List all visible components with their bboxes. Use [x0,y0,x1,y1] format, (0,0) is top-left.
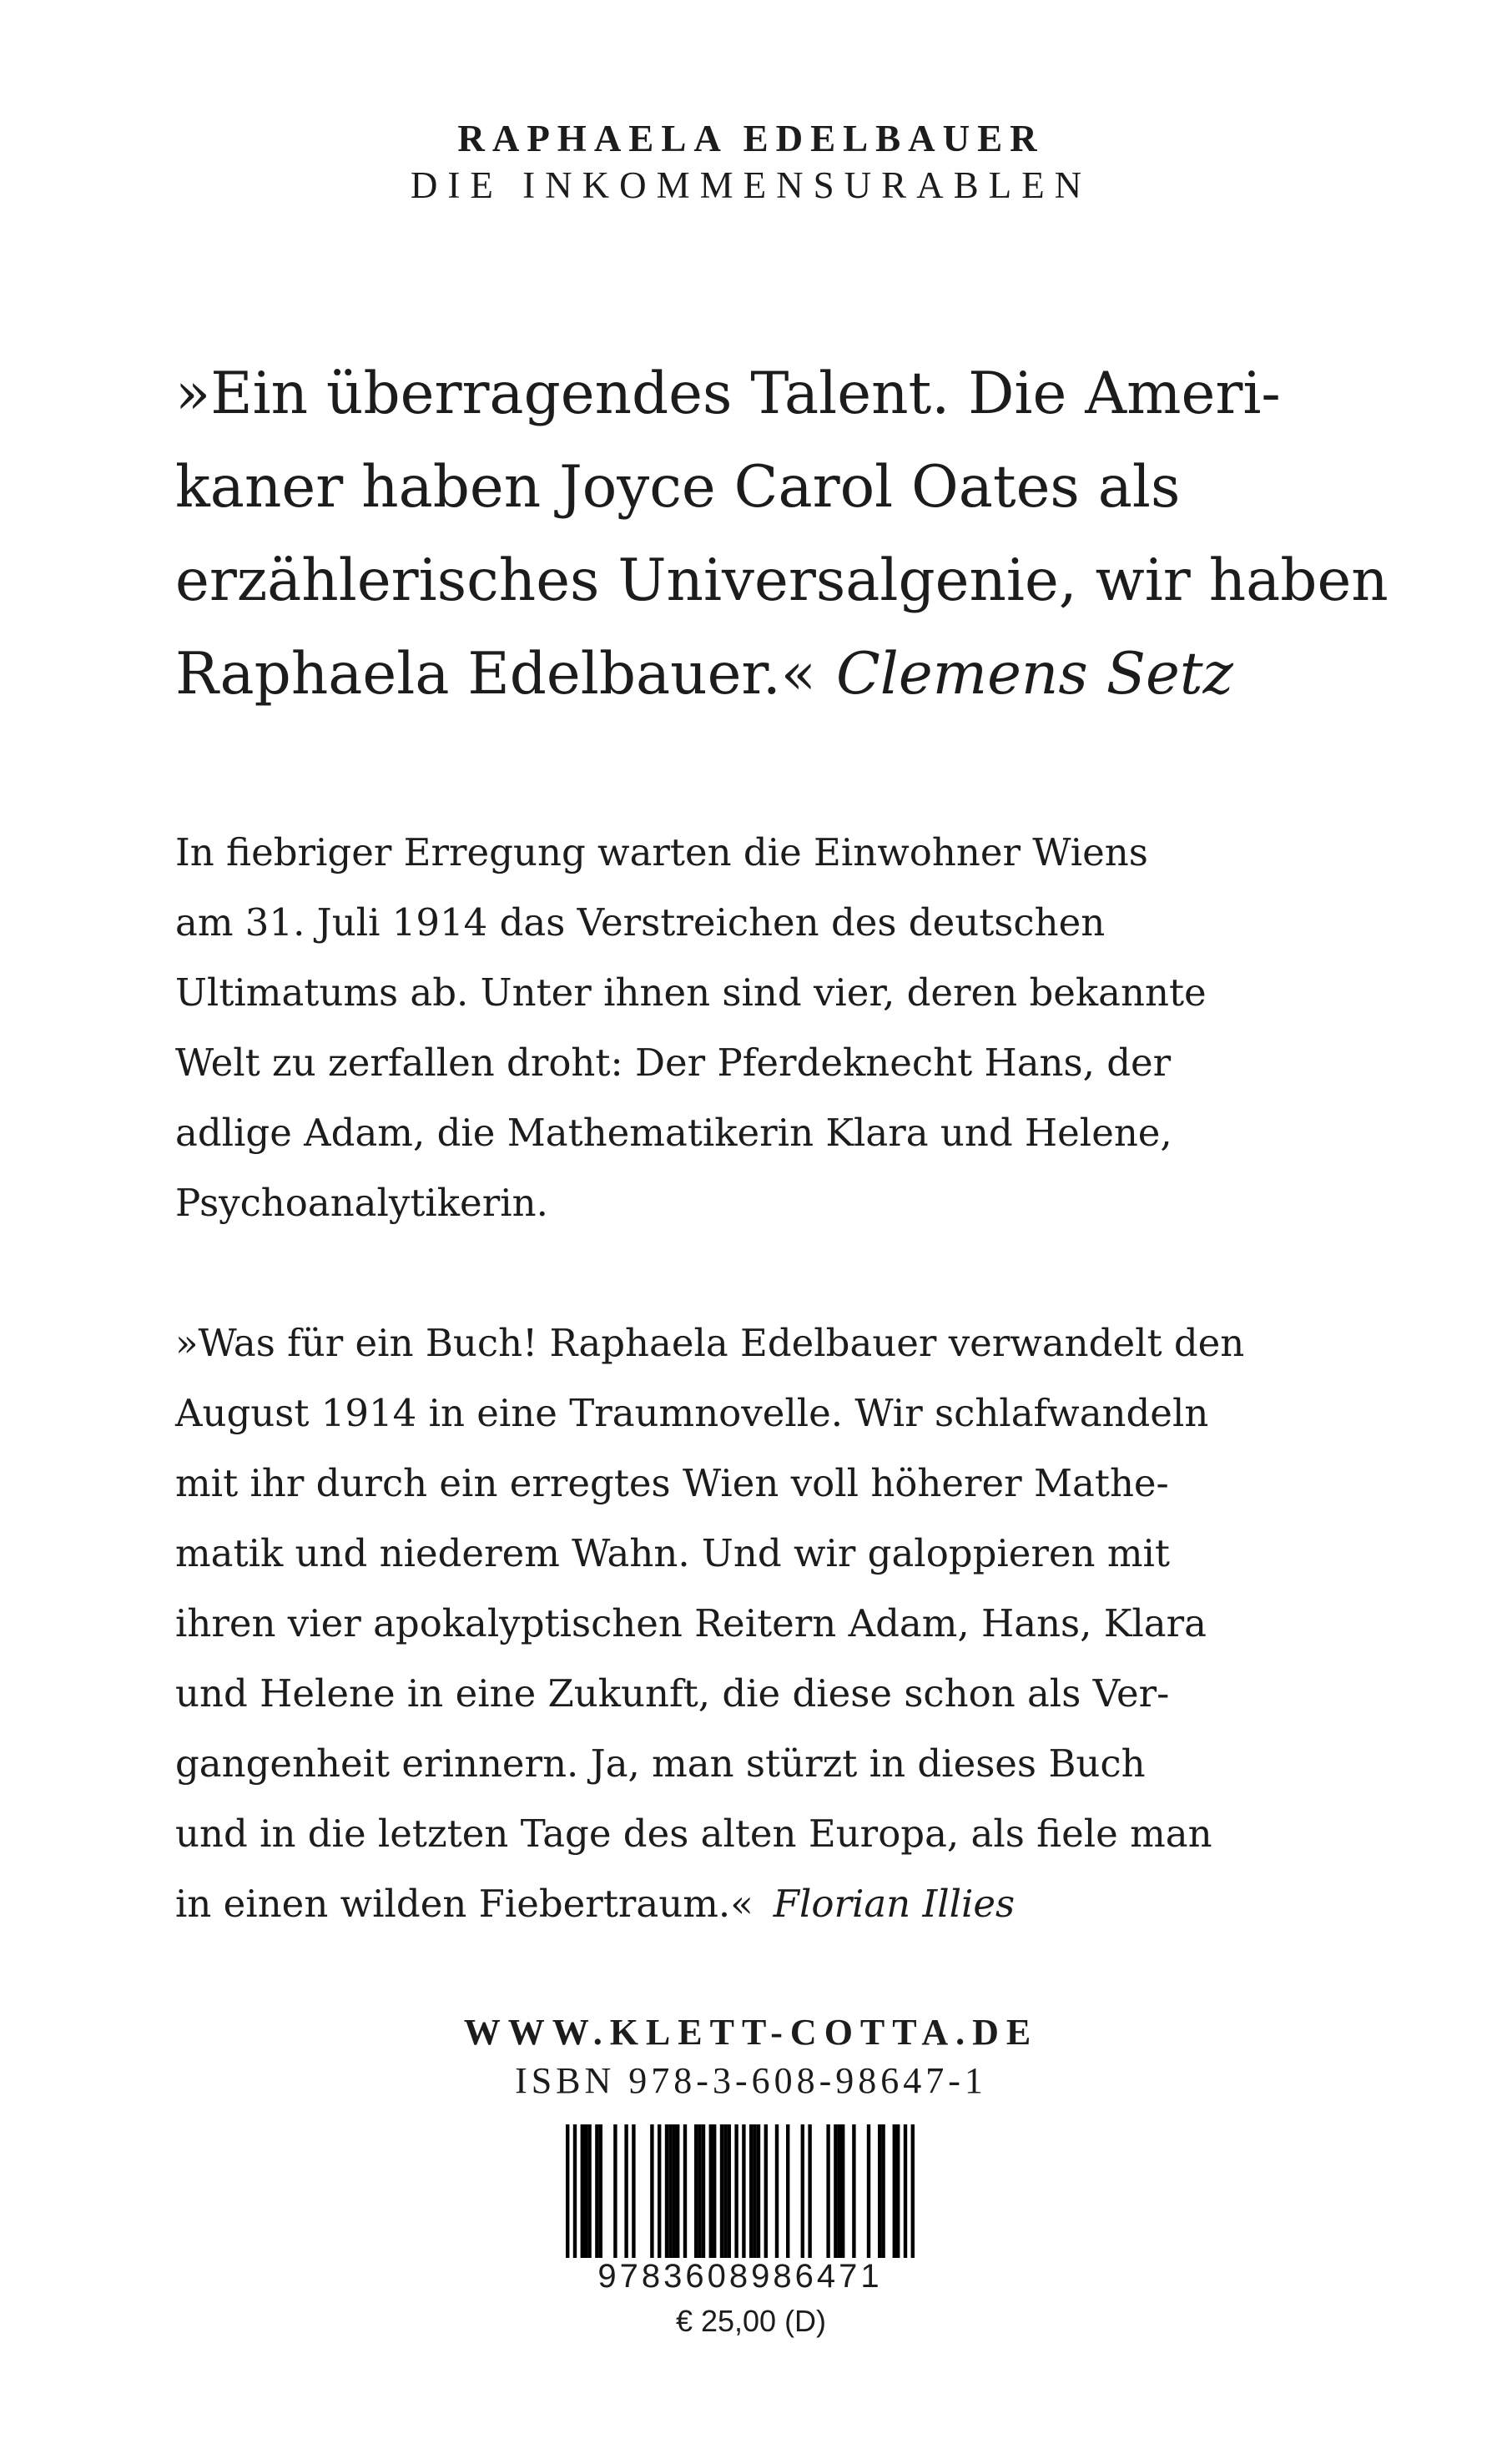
barcode-bar [698,2124,701,2258]
quote-line [175,627,1394,721]
blurb-line: Ultimatums ab. Unter ihnen sind vier, deren bekannte [175,970,1207,1015]
review-line: matik und niederem Wahn. Und wir galoppieren mit [175,1531,1170,1575]
featured-quote [175,347,1394,721]
barcode-bar [749,2124,753,2258]
blurb-line: am 31. Juli 1914 das Verstreichen des deutschen [175,900,1106,945]
barcode-bar [720,2124,723,2258]
barcode-bar [665,2124,668,2258]
barcode-bar [676,2124,679,2258]
barcode-bar [896,2124,900,2258]
quote-line: kaner haben Joyce Carol Oates als [175,454,1181,521]
quote-line: erzählerisches Universalgenie, wir haben [175,547,1389,614]
barcode-bar [658,2124,661,2258]
review-line: und in die letzten Tage des alten Europa, als fiele man [175,1811,1212,1856]
barcode-bar [624,2124,628,2258]
barcode-bar [764,2124,768,2258]
barcode-bar [867,2124,870,2258]
barcode-bar [834,2124,837,2258]
isbn-number: ISBN 978-3-608-98647-1 [515,2060,987,2101]
barcode-bar [826,2124,829,2258]
barcode-bar [595,2124,598,2258]
barcode-bar [581,2124,584,2258]
author-name: RAPHAELA EDELBAUER [457,118,1045,159]
blurb-line: Psychoanalytikerin. [175,1181,548,1225]
barcode-bar [757,2124,760,2258]
review-line-text: in einen wilden Fiebertraum.« [175,1882,754,1926]
review-line: gangenheit erinnern. Ja, man stürzt in dieses Buch [175,1741,1146,1786]
review-line [175,1869,1394,1939]
price: € 25,00 (D) [675,2304,827,2338]
barcode-bar [841,2124,844,2258]
barcode-bar [838,2124,841,2258]
quote-attribution: Clemens Setz [835,641,1233,708]
barcode-bar [702,2124,705,2258]
review-quote [175,1308,1394,1939]
book-blurb [175,818,1394,1238]
barcode-bar [878,2124,881,2258]
barcode-bar [599,2124,602,2258]
review-line: mit ihr durch ein erregtes Wien voll höherer Mathe- [175,1461,1169,1505]
barcode-bar [650,2124,653,2258]
barcode-bar [587,2124,591,2258]
barcode-bar [808,2124,811,2258]
review-line: ihren vier apokalyptischen Reitern Adam, Hans, Klara [175,1601,1207,1645]
publisher-website[interactable]: WWW.KLETT-COTTA.DE [463,2012,1039,2053]
book-title: DIE INKOMMENSURABLEN [410,164,1092,206]
barcode-bar [723,2124,727,2258]
review-line: August 1914 in eine Traumnovelle. Wir schlafwandeln [175,1391,1209,1435]
barcode-bar [893,2124,896,2258]
barcode-bar [668,2124,672,2258]
barcode-bar [753,2124,756,2258]
barcode-bar [632,2124,635,2258]
blurb-line: adlige Adam, die Mathematikerin Klara und Helene, [175,1111,1172,1155]
barcode-digits: 9783608986471 [544,2258,936,2295]
quote-line: »Ein überragendes Talent. Die Ameri- [175,360,1281,427]
review-line: »Was für ein Buch! Raphaela Edelbauer verwandelt den [175,1321,1245,1365]
barcode-bar [694,2124,698,2258]
barcode-bar [613,2124,617,2258]
barcode-bar [584,2124,587,2258]
quote-line-text: Raphaela Edelbauer.« [175,641,816,708]
barcode-bar [801,2124,804,2258]
barcode-bar [709,2124,713,2258]
barcode-bar [775,2124,779,2258]
review-attribution: Florian Illies [773,1882,1016,1926]
blurb-line: Welt zu zerfallen droht: Der Pferdeknecht Hans, der [175,1041,1172,1085]
barcode-bar [673,2124,676,2258]
barcode-bar [683,2124,687,2258]
barcode-bar [728,2124,731,2258]
barcode-bar [713,2124,716,2258]
barcode-bar [852,2124,855,2258]
barcode-bar [881,2124,885,2258]
barcode-bar [786,2124,789,2258]
blurb-line: In fiebriger Erregung warten die Einwohner Wiens [175,830,1148,874]
review-line: und Helene in eine Zukunft, die diese schon als Ver- [175,1671,1170,1716]
